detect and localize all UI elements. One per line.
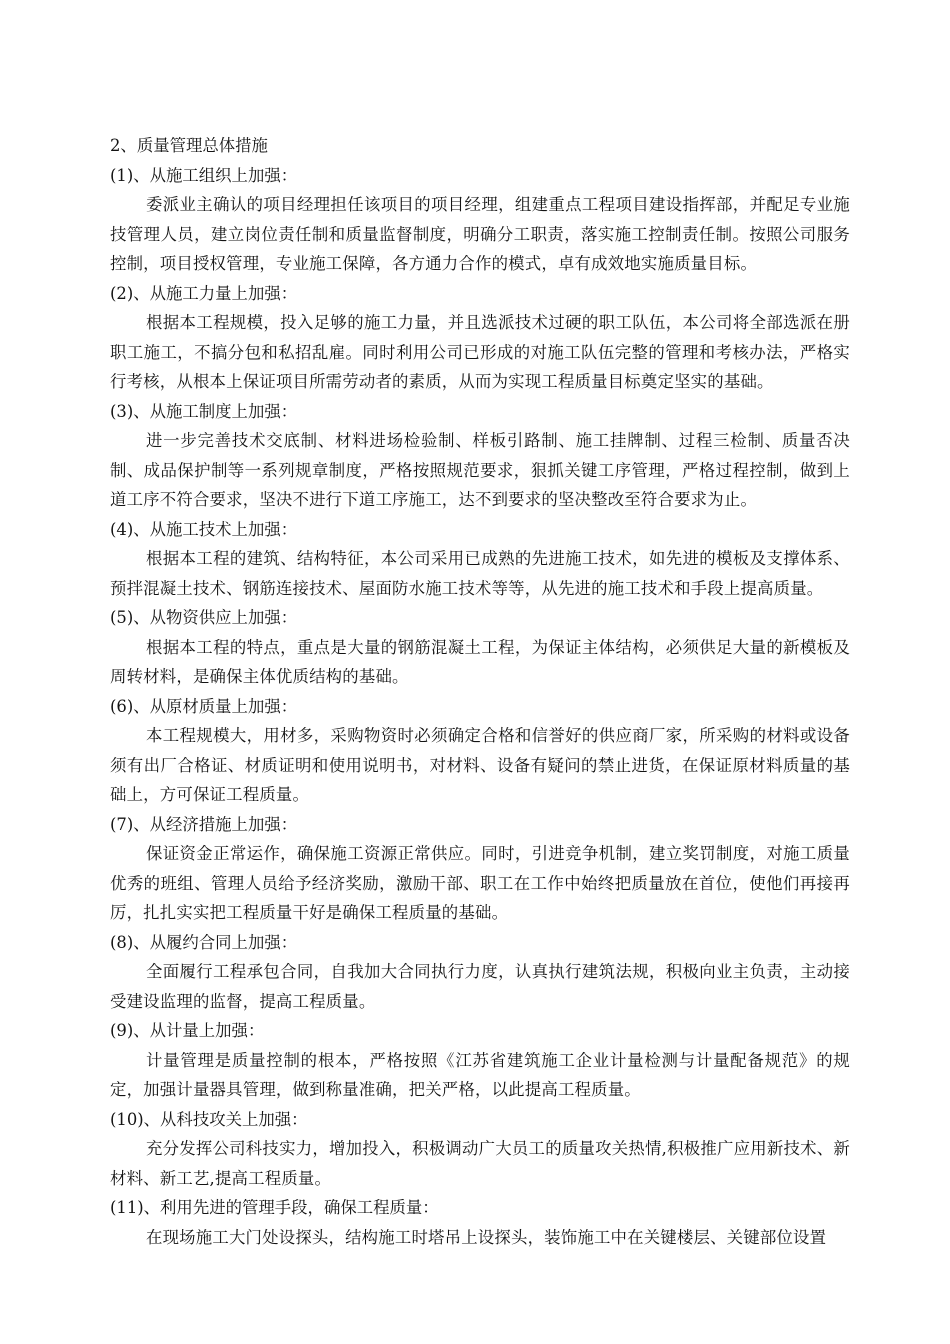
item-heading-6: (6)、从原材质量上加强： [110, 696, 298, 716]
item-paragraph-11: 在现场施工大门处设探头，结构施工时塔吊上设探头，装饰施工中在关键楼层、关键部位设置 [146, 1227, 827, 1247]
item-heading-4: (4)、从施工技术上加强： [110, 519, 298, 539]
item-heading-10: (10)、从科技攻关上加强： [110, 1109, 308, 1129]
item-heading-1: (1)、从施工组织上加强： [110, 165, 298, 185]
item-heading-3: (3)、从施工制度上加强： [110, 401, 298, 421]
item-heading-7: (7)、从经济措施上加强： [110, 814, 298, 834]
item-heading-11: (11)、利用先进的管理手段，确保工程质量： [110, 1198, 439, 1217]
section-title: 2、质量管理总体措施 [110, 136, 268, 155]
item-paragraph-7: 保证资金正常运作，确保施工资源正常供应。同时，引进竞争机制，建立奖罚制度，对施工质量优秀的班组、管理人员给予经济奖励，激励干部、职工在工作中始终把质量放在首位，使他们再接再厉，扎扎实实把工程质量干好是确保工程质量的基础。 [110, 844, 850, 922]
item-heading-2: (2)、从施工力量上加强： [110, 283, 298, 303]
item-paragraph-6: 本工程规模大，用材多，采购物资时必须确定合格和信誉好的供应商厂家，所采购的材料或设备须有出厂合格证、材质证明和使用说明书，对材料、设备有疑问的禁止进货，在保证原材料质量的基础上，方可保证工程质量。 [110, 726, 850, 804]
item-paragraph-5: 根据本工程的特点，重点是大量的钢筋混凝土工程，为保证主体结构，必须供足大量的新模板及周转材料，是确保主体优质结构的基础。 [110, 637, 850, 686]
item-paragraph-3: 进一步完善技术交底制、材料进场检验制、样板引路制、施工挂牌制、过程三检制、质量否决制、成品保护制等一系列规章制度，严格按照规范要求，狠抓关键工序管理，严格过程控制，做到上道工序不符合要求，坚决不进行下道工序施工，达不到要求的坚决整改至符合要求为止。 [110, 431, 850, 509]
document-body [110, 131, 850, 1252]
item-paragraph-2: 根据本工程规模，投入足够的施工力量，并且选派技术过硬的职工队伍，本公司将全部选派在册职工施工，不搞分包和私招乱雇。同时利用公司已形成的对施工队伍完整的管理和考核办法，严格实行考核，从根本上保证项目所需劳动者的素质，从而为实现工程质量目标奠定坚实的基础。 [110, 313, 850, 391]
item-paragraph-4: 根据本工程的建筑、结构特征，本公司采用已成熟的先进施工技术，如先进的模板及支撑体系、预拌混凝土技术、钢筋连接技术、屋面防水施工技术等等，从先进的施工技术和手段上提高质量。 [110, 549, 850, 598]
item-paragraph-1: 委派业主确认的项目经理担任该项目的项目经理，组建重点工程项目建设指挥部，并配足专业施技管理人员，建立岗位责任制和质量监督制度，明确分工职责，落实施工控制责任制。按照公司服务控制，项目授权管理，专业施工保障，各方通力合作的模式，卓有成效地实施质量目标。 [110, 195, 850, 273]
item-paragraph-8: 全面履行工程承包合同，自我加大合同执行力度，认真执行建筑法规，积极向业主负责，主动接受建设监理的监督，提高工程质量。 [110, 962, 850, 1011]
item-paragraph-10: 充分发挥公司科技实力，增加投入，积极调动广大员工的质量攻关热情,积极推广应用新技术、新材料、新工艺,提高工程质量。 [110, 1139, 850, 1188]
item-paragraph-9: 计量管理是质量控制的根本，严格按照《江苏省建筑施工企业计量检测与计量配备规范》的规定，加强计量器具管理，做到称量准确，把关严格，以此提高工程质量。 [110, 1050, 850, 1099]
item-heading-5: (5)、从物资供应上加强： [110, 608, 298, 627]
item-heading-9: (9)、从计量上加强： [110, 1021, 265, 1040]
item-heading-8: (8)、从履约合同上加强： [110, 932, 298, 952]
